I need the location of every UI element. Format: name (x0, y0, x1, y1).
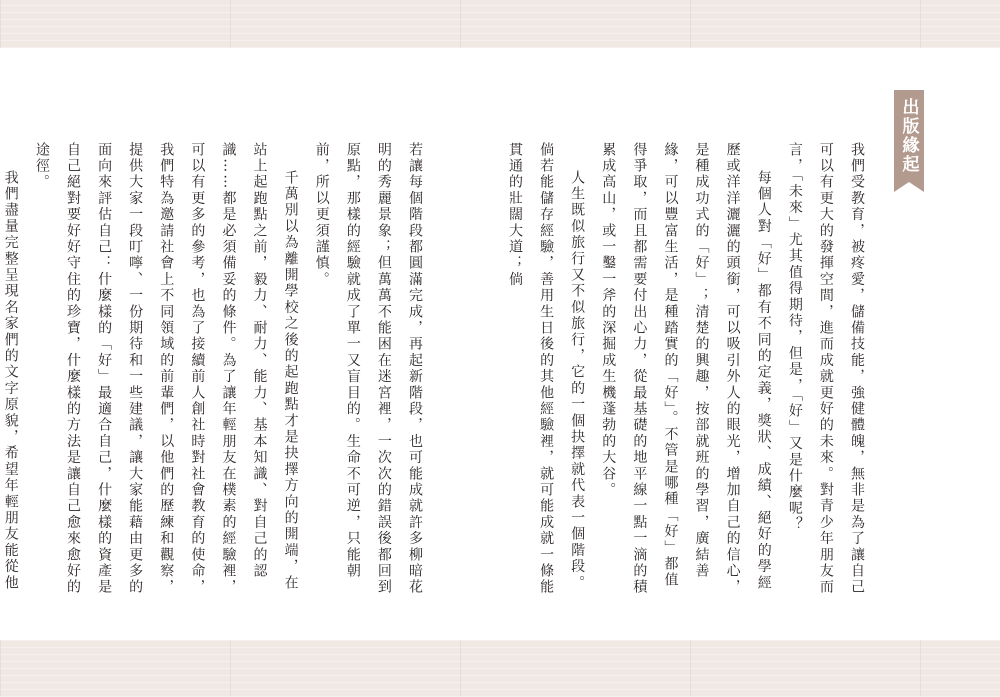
paragraph: 每個人對「好」都有不同的定義，獎狀、成績、絕好的學經歷或洋洋灑灑的頭銜，可以吸引外人的眼光，增加自己的信心，是種成功式的「好」；清楚的興趣，按部就班的學習，廣結善緣，可以豐富生活，是種踏實的「好」。不管是哪種「好」都值得爭取，而且都需要付出心力，從最基礎的地平線一點一滴的積累成高山，或一鑿一斧的深掘成生機蓬勃的大谷。 (600, 142, 772, 596)
paragraph: 我們受教育，被疼愛，儲備技能，強健體魄，無非是為了讓自己可以有更大的發揮空間，進而成就更好的未來。對青少年朋友而言，「未來」尤其值得期待，但是，「好」又是什麼呢？ (786, 142, 865, 596)
paragraph: 若讓每個階段都圓滿完成，再起新階段，也可能成就許多柳暗花明的秀麗景象；但萬萬不能困在迷宮裡，一次次的錯誤後都回到原點，那樣的經驗就成了單一又盲目的。生命不可逆，只能朝前，所以更須謹慎。 (313, 142, 423, 596)
paragraph: 我們盡量完整呈現名家們的文字原貌，希望年輕朋友能從他 (2, 170, 19, 592)
right-page-text (506, 142, 872, 602)
section-tab (894, 90, 924, 182)
section-tab-tail (894, 182, 924, 192)
paragraph: 人生既似旅行又不似旅行，它的一個抉擇就代表一個階段。倘若能儲存經驗，善用生日後的其他經驗裡，就可能成就一條能貫通的壯闊大道；倘 (506, 142, 586, 596)
left-page-text (2, 142, 430, 602)
bottom-decorative-band (0, 640, 1000, 697)
top-decorative-band (0, 0, 1000, 48)
paragraph: 千萬別以為離開學校之後的起跑點才是抉擇方向的開端，在站上起跑點之前，毅力、耐力、能力、基本知識、對自己的認識……都是必須備妥的條件。為了讓年輕朋友在樸素的經驗裡，可以有更多的參考，也為了接續前人創社時對社會教育的使命，我們特為邀請社會上不同領域的前輩們，以他們的歷練和觀察，提供大家一段叮嚀、一份期待和一些建議，讓大家能藉由更多的面向來評估自己：什麼樣的「好」最適合自己，什麼樣的資產是自己絕對要好好守住的珍寶，什麼樣的方法是讓自己愈來愈好的途徑。 (33, 142, 299, 596)
section-tab-label: 出版緣起 (898, 98, 919, 174)
